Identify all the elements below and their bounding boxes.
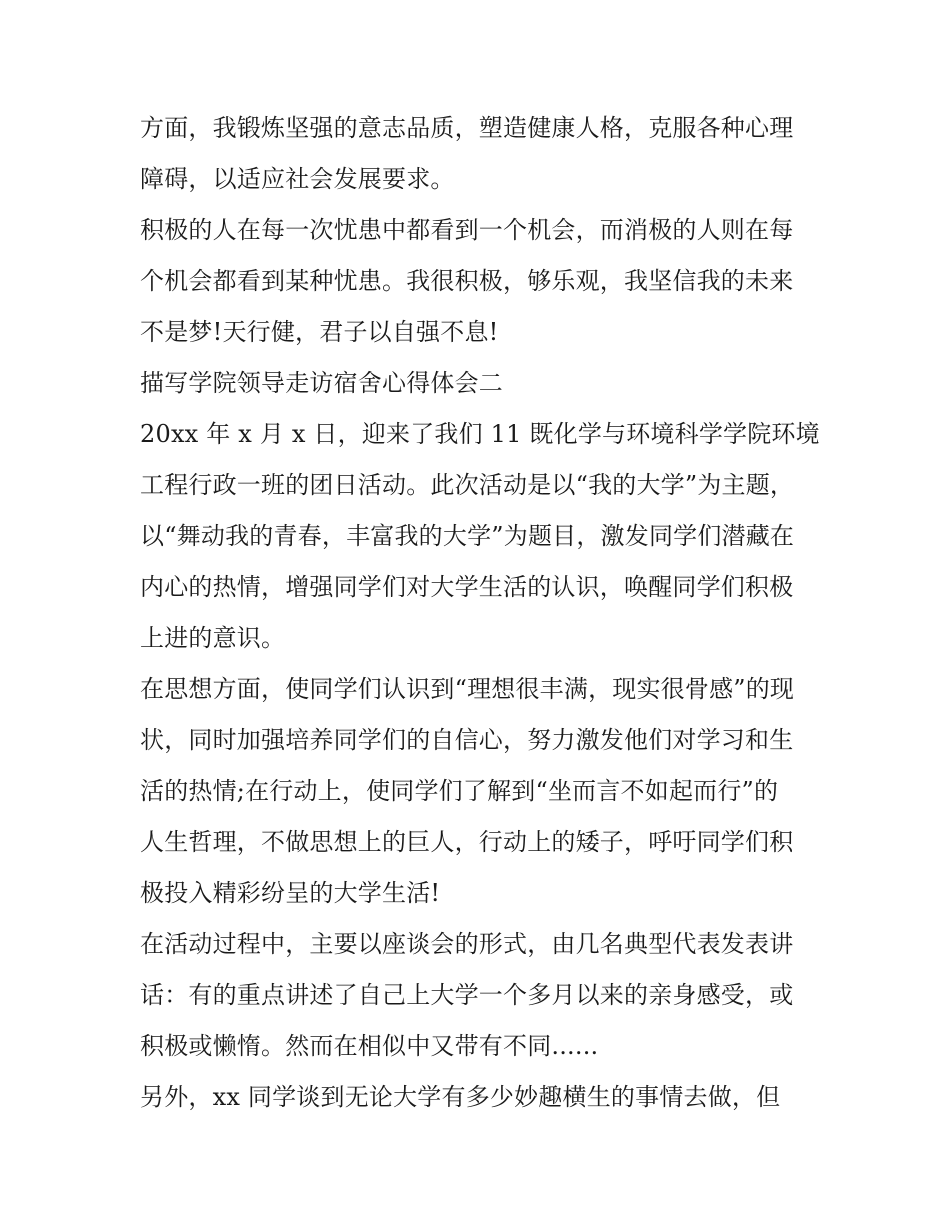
text-line: 另外，xx 同学谈到无论大学有多少妙趣横生的事情去做，但 bbox=[140, 1083, 781, 1111]
text-line: 活的热情;在行动上，使同学们了解到“坐而言不如起而行”的 bbox=[140, 777, 779, 805]
text-line: 以“舞动我的青春，丰富我的大学”为题目，激发同学们潜藏在 bbox=[140, 522, 795, 550]
text-line: 上进的意识。 bbox=[140, 624, 286, 652]
text-line: 障碍，以适应社会发展要求。 bbox=[140, 165, 455, 193]
text-line: 内心的热情，增强同学们对大学生活的认识，唤醒同学们积极 bbox=[140, 573, 794, 601]
text-line: 20xx 年 x 月 x 日，迎来了我们 11 既化学与环境科学学院环境 bbox=[140, 420, 820, 448]
text-line: 不是梦!天行健，君子以自强不息! bbox=[140, 318, 499, 346]
text-line: 在活动过程中，主要以座谈会的形式，由几名典型代表发表讲 bbox=[140, 930, 794, 958]
text-line: 人生哲理，不做思想上的巨人，行动上的矮子，呼吁同学们积 bbox=[140, 828, 794, 856]
text-line: 方面，我锻炼坚强的意志品质，塑造健康人格，克服各种心理 bbox=[140, 114, 794, 142]
text-line: 个机会都看到某种忧患。我很积极，够乐观，我坚信我的未来 bbox=[140, 267, 794, 295]
document-body bbox=[140, 103, 820, 1123]
text-line: 积极或懒惰。然而在相似中又带有不同...... bbox=[140, 1032, 599, 1060]
section-heading: 描写学院领导走访宿舍心得体会二 bbox=[140, 369, 503, 397]
text-line: 工程行政一班的团日活动。此次活动是以“我的大学”为主题， bbox=[140, 471, 795, 499]
text-line: 积极的人在每一次忧患中都看到一个机会，而消极的人则在每 bbox=[140, 216, 794, 244]
text-line: 极投入精彩纷呈的大学生活! bbox=[140, 879, 441, 907]
text-line: 状，同时加强培养同学们的自信心，努力激发他们对学习和生 bbox=[140, 726, 794, 754]
text-line: 话：有的重点讲述了自己上大学一个多月以来的亲身感受，或 bbox=[140, 981, 794, 1009]
text-line: 在思想方面，使同学们认识到“理想很丰满，现实很骨感”的现 bbox=[140, 675, 795, 703]
